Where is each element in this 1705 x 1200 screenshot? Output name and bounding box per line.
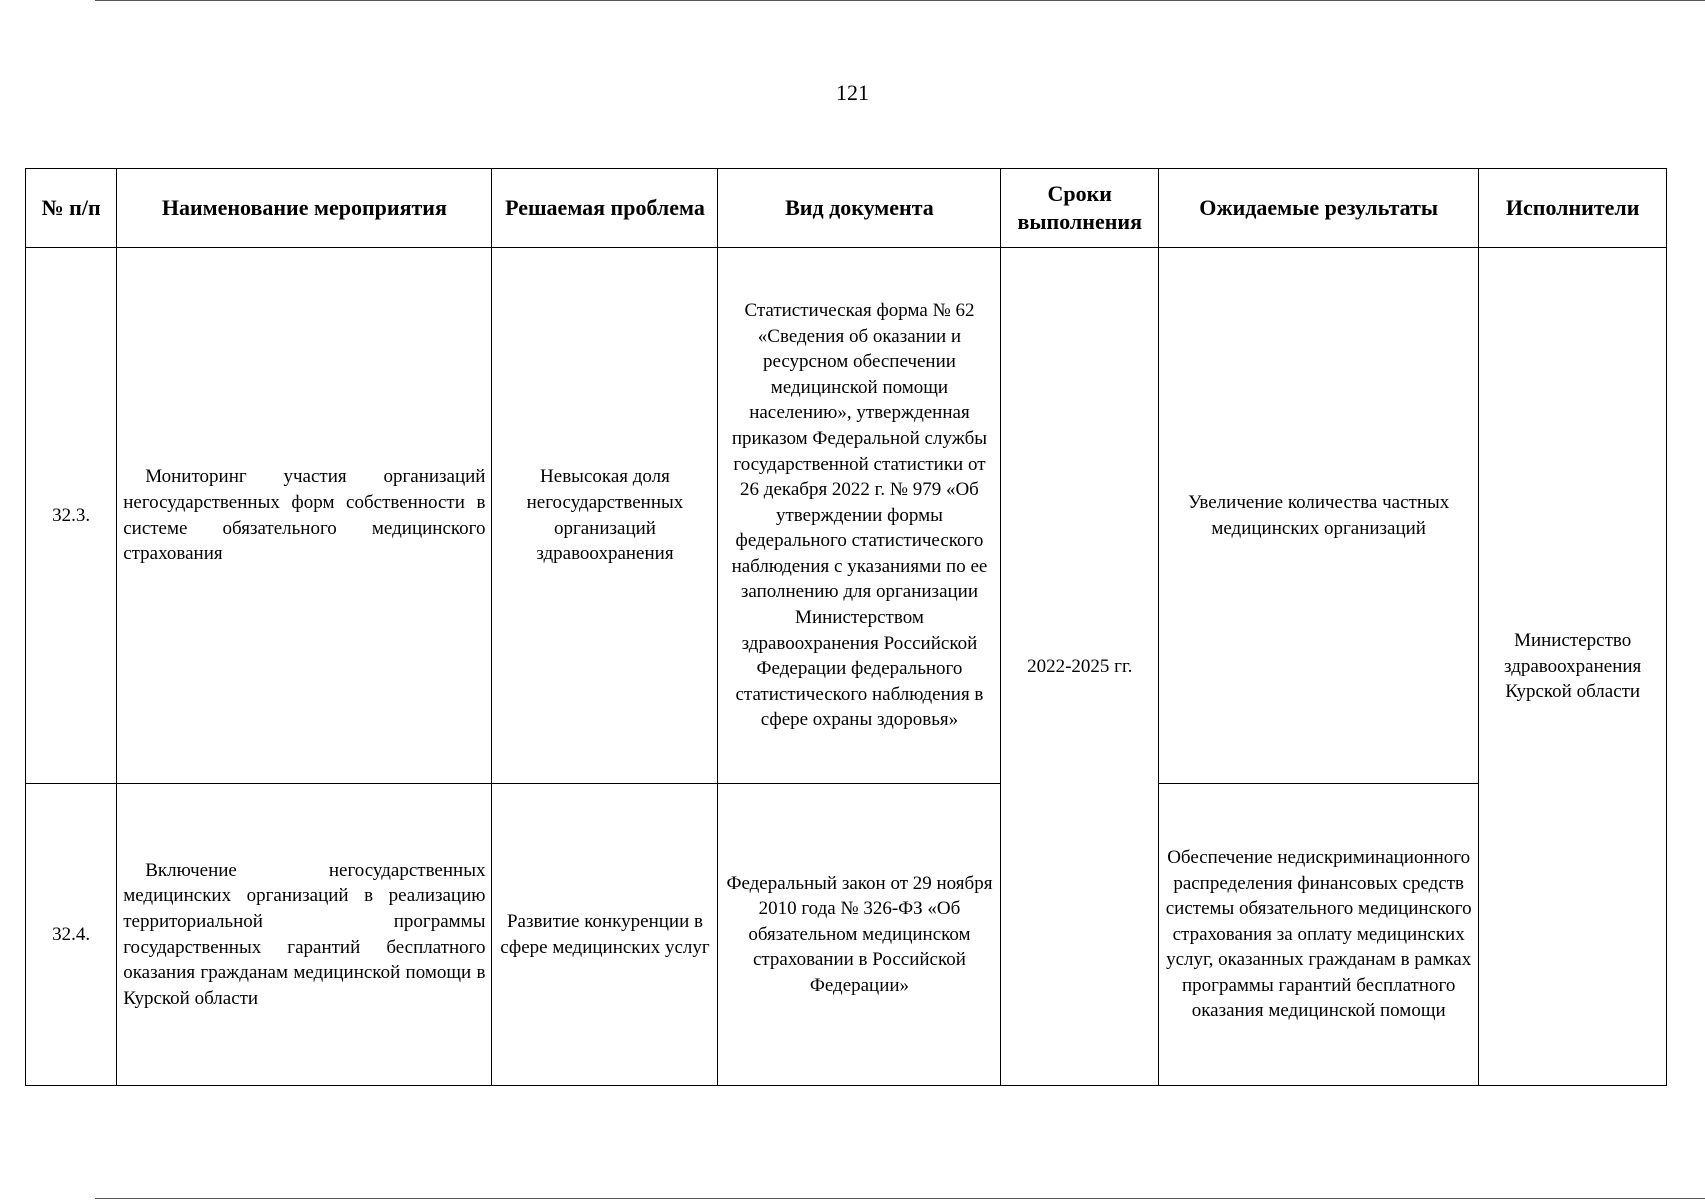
header-results: Ожидаемые результаты: [1159, 169, 1479, 248]
row-number: 32.3.: [26, 248, 117, 784]
problem-cell: Развитие конкуренции в сфере медицинских услуг: [492, 784, 718, 1086]
measure-name: [117, 248, 492, 784]
bottom-divider: [95, 1198, 1705, 1199]
page-number: 121: [836, 80, 869, 105]
measure-name: [117, 784, 492, 1086]
header-executors: Исполнители: [1479, 169, 1667, 248]
header-deadline: Сроки выполнения: [1001, 169, 1159, 248]
top-divider: [95, 0, 1705, 1]
document-cell: Статистическая форма № 62 «Сведения об оказании и ресурсном обеспечении медицинской помощи населению», утвержденная приказом Федеральной службы государственной статистики от 26 декабря 2022 г. № 979 «Об утверждении формы федерального статистического наблюдения с указаниями по ее заполнению для организации Министерством здравоохранения Российской Федерации федерального статистического наблюдения в сфере охраны здоровья»: [718, 248, 1001, 784]
header-problem: Решаемая проблема: [492, 169, 718, 248]
header-name: Наименование мероприятия: [117, 169, 492, 248]
table-row: [26, 248, 1667, 784]
measures-table: [25, 168, 1667, 1086]
results-cell: Увеличение количества частных медицинских организаций: [1159, 248, 1479, 784]
measure-name-text: Мониторинг участия организаций негосударственных форм собственности в системе обязательного медицинского страхования: [123, 466, 486, 565]
table-header-row: [26, 169, 1667, 248]
document-cell: Федеральный закон от 29 ноября 2010 года № 326-ФЗ «Об обязательном медицинском страховании в Российской Федерации»: [718, 784, 1001, 1086]
table-row: [26, 784, 1667, 1086]
header-document: Вид документа: [718, 169, 1001, 248]
row-number: 32.4.: [26, 784, 117, 1086]
results-cell: Обеспечение недискриминационного распределения финансовых средств системы обязательного медицинского страхования за оплату медицинских услуг, оказанных гражданам в рамках программы гарантий бесплатного оказания медицинской помощи: [1159, 784, 1479, 1086]
problem-cell: Невысокая доля негосударственных организаций здравоохранения: [492, 248, 718, 784]
executors-cell: Министерство здравоохранения Курской области: [1479, 248, 1667, 1086]
header-num: № п/п: [26, 169, 117, 248]
measure-name-text: Включение негосударственных медицинских организаций в реализацию территориальной программы государственных гарантий бесплатного оказания гражданам медицинской помощи в Курской области: [123, 859, 486, 1009]
deadline-cell: 2022-2025 гг.: [1001, 248, 1159, 1086]
